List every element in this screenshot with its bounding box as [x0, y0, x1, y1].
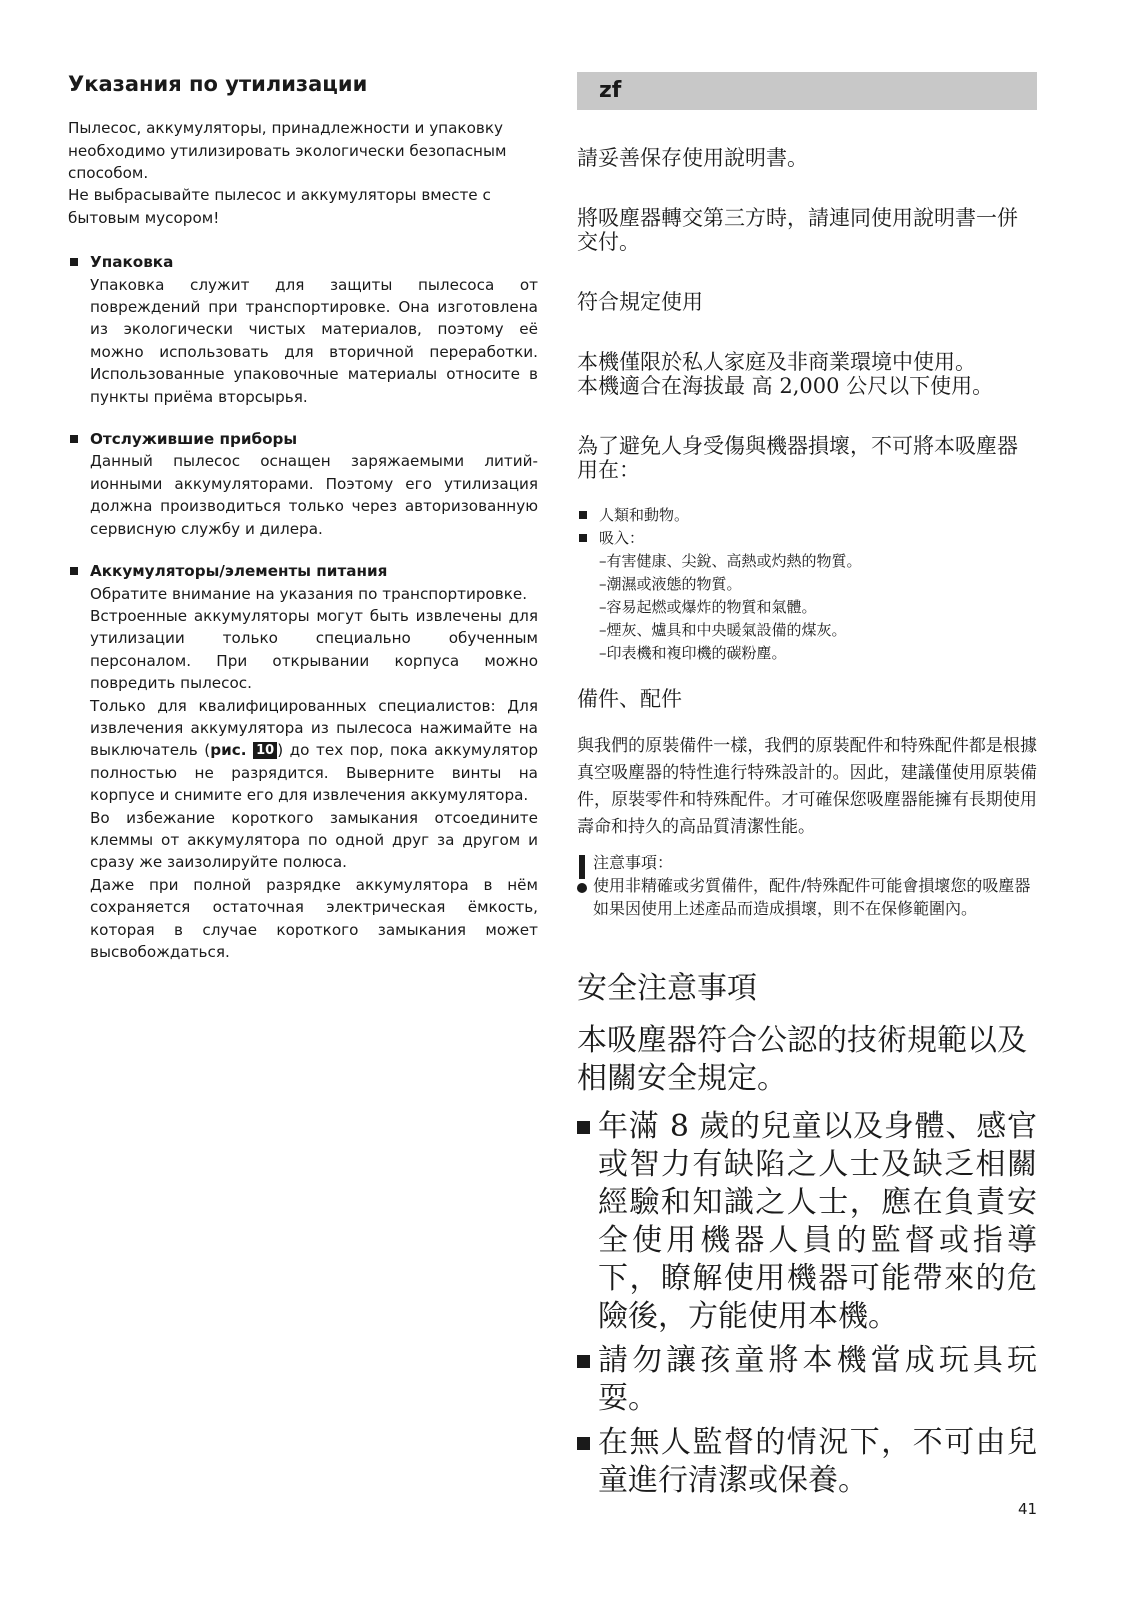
- page-number: 41: [1018, 1500, 1038, 1518]
- list-item: [577, 504, 1037, 527]
- bullet-square-icon: [577, 1355, 590, 1368]
- list-item: – 煙灰、爐具和中央暖氣設備的煤灰。: [599, 619, 862, 642]
- safety-title: 安全注意事項: [577, 971, 757, 1006]
- intended-use-line-1: 本機僅限於私人家庭及非商業環境中使用。: [577, 350, 976, 374]
- accessories-title: 備件、配件: [577, 687, 682, 711]
- bullet-square-icon: [579, 511, 587, 519]
- bullet-square-icon: [70, 567, 78, 575]
- batteries-paragraph-1: Обратите внимание на указания по транспортировке.: [90, 584, 528, 603]
- disposal-title: Указания по утилизации: [68, 72, 368, 96]
- list-item: [577, 550, 1037, 665]
- avoid-list: [577, 504, 1037, 665]
- disposal-intro: [68, 117, 538, 229]
- section-packaging: [68, 251, 538, 408]
- language-code: zf: [599, 78, 622, 103]
- list-item: – 容易起燃或爆炸的物質和氣體。: [599, 596, 862, 619]
- section-title-old-devices: Отслужившие приборы: [90, 430, 298, 449]
- list-item: – 潮濕或液態的物質。: [599, 573, 862, 596]
- note-body: 使用非精確或劣質備件，配件/特殊配件可能會損壞您的吸塵器如果因使用上述產品而造成損壞，則不在保修範圍內。: [593, 876, 1031, 918]
- list-item: [577, 1108, 1037, 1336]
- avoid-item-text: 人類和動物。: [599, 506, 690, 524]
- intended-use-title: 符合規定使用: [577, 290, 703, 314]
- safety-list: [577, 1108, 1037, 1500]
- exclamation-icon: [577, 851, 591, 897]
- safety-item-text: 在無人監督的情況下，不可由兒童進行清潔或保養。: [598, 1425, 1037, 1498]
- batteries-paragraph-3-start: Только для квалифицированных специалистов: Для извлечения аккумулятора из пылесоса нажимайте на выключатель (: [90, 696, 538, 760]
- list-item: [577, 1342, 1037, 1418]
- bullet-square-icon: [577, 1437, 590, 1450]
- avoid-item-text: 吸入：: [599, 529, 645, 547]
- section-title-batteries: Аккумуляторы/элементы питания: [90, 562, 388, 581]
- bullet-square-icon: [70, 435, 78, 443]
- chinese-column: [577, 72, 1037, 1506]
- section-title-packaging: Упаковка: [90, 253, 174, 272]
- section-old-devices: [68, 428, 538, 540]
- list-item: – 印表機和複印機的碳粉塵。: [599, 642, 862, 665]
- list-item: [577, 1424, 1037, 1500]
- intended-use-line-2: 本機適合在海拔最 高 2,000 公尺以下使用。: [577, 374, 994, 398]
- section-body-packaging: Упаковка служит для защиты пылесоса от повреждений при транспортировке. Она изготовлена из экологически чистых материалов, поэтому её можно использовать для вторичной переработки. Использованные упаковочные материалы относите в пункты приёма вторсырья.: [90, 275, 538, 406]
- disposal-intro-text-2: Не выбрасывайте пылесос и аккумуляторы вместе с бытовым мусором!: [68, 186, 491, 227]
- list-item: – 有害健康、尖銳、高熱或灼熱的物質。: [599, 550, 862, 573]
- section-body-old-devices: Данный пылесос оснащен заряжаемыми литий-ионными аккумуляторами. Поэтому его утилизация должна производиться только через авторизованную сервисную службу и дилера.: [90, 452, 538, 538]
- batteries-paragraph-4: Во избежание короткого замыкания отсоедините клеммы от аккумулятора по одной друг за другом и сразу же заизолируйте полюса.: [90, 808, 538, 872]
- figure-ref-label: рис.: [210, 741, 247, 760]
- safety-item-text: 年滿 8 歲的兒童以及身體、感官或智力有缺陷之人士及缺乏相關經驗和知識之人士，應在負責安全使用機器人員的監督或指導下，瞭解使用機器可能帶來的危險後，方能使用本機。: [598, 1109, 1037, 1334]
- batteries-paragraph-3-end: ) до тех пор, пока аккумулятор полностью не разрядится. Выверните винты на корпусе и снимите его для извлечения аккумулятора.: [90, 741, 538, 805]
- figure-number-badge: 10: [253, 742, 277, 759]
- avoid-intro-text: 為了避免人身受傷與機器損壞，不可將本吸塵器用在：: [577, 434, 1018, 482]
- intended-use-text: [577, 350, 1037, 398]
- disposal-intro-text-1: Пылесос, аккумуляторы, принадлежности и упаковку необходимо утилизировать экологически безопасным способом.: [68, 119, 507, 182]
- disposal-column: [68, 72, 538, 983]
- language-header-bar: [577, 72, 1037, 110]
- keep-manual-text: 請妥善保存使用說明書。: [577, 146, 808, 170]
- batteries-paragraph-3: [90, 695, 538, 807]
- handover-text: 將吸塵器轉交第三方時，請連同使用說明書一併交付。: [577, 206, 1018, 254]
- avoid-sublist: [599, 550, 862, 665]
- bullet-square-icon: [579, 534, 587, 542]
- bullet-square-icon: [70, 258, 78, 266]
- warning-note: [577, 851, 1037, 920]
- bullet-square-icon: [577, 1121, 590, 1134]
- safety-intro: 本吸塵器符合公認的技術規範以及相關安全規定。: [577, 1023, 1027, 1096]
- batteries-paragraph-2: Встроенные аккумуляторы могут быть извлечены для утилизации только специально обученным персоналом. При открывании корпуса можно повредить пылесос.: [90, 606, 538, 693]
- note-title: 注意事項：: [593, 853, 674, 872]
- section-batteries: [68, 560, 538, 963]
- safety-item-text: 請勿讓孩童將本機當成玩具玩耍。: [598, 1343, 1037, 1416]
- accessories-body: 與我們的原裝備件一樣，我們的原裝配件和特殊配件都是根據真空吸塵器的特性進行特殊設計的。因此，建議僅使用原裝備件，原裝零件和特殊配件。才可確保您吸塵器能擁有長期使用壽命和持久的高品質清潔性能。: [577, 736, 1037, 837]
- list-item: [577, 527, 1037, 550]
- batteries-paragraph-5: Даже при полной разрядке аккумулятора в нём сохраняется остаточная электрическая ёмкость, которая в случае короткого замыкания может высвобождаться.: [90, 875, 538, 961]
